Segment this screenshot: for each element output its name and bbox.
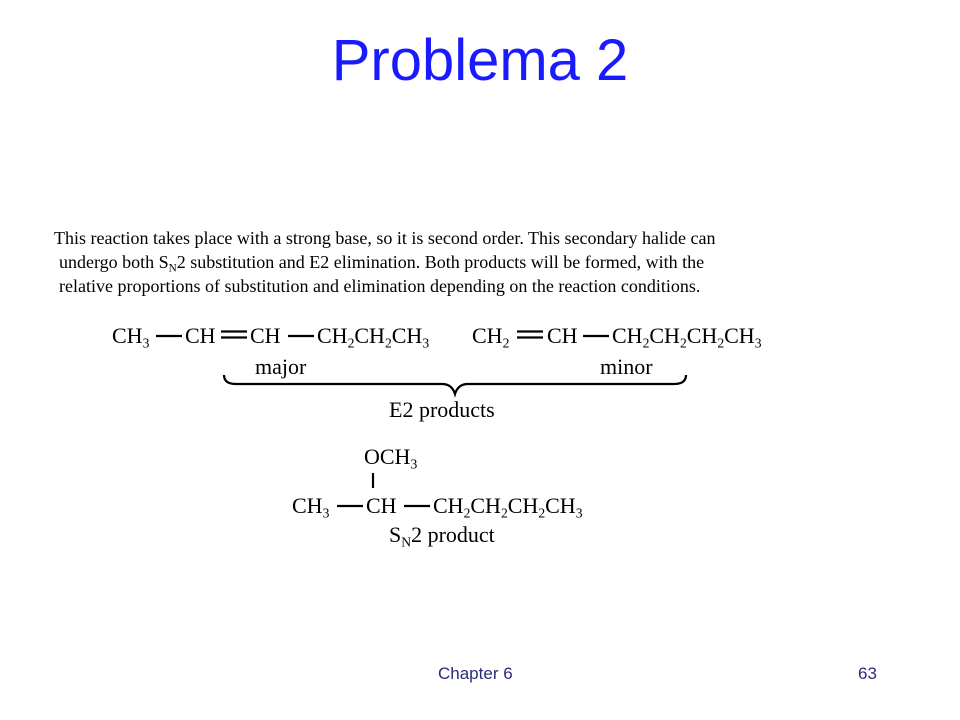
minor-label: minor bbox=[600, 354, 653, 379]
sn2-substituent-och3: $OCH_3$ bbox=[364, 444, 418, 472]
major-group-ch-2: CH bbox=[250, 323, 281, 348]
sn2-group-chain: $CH_2CH_2CH_2CH_3$ bbox=[433, 493, 583, 521]
sn2-product-label: $S_N2$ product bbox=[389, 522, 495, 550]
minor-group-chain: $CH_2CH_2CH_2CH_3$ bbox=[612, 323, 762, 351]
e2-products-label: E2 products bbox=[389, 397, 495, 422]
paragraph-line-3: relative proportions of substitution and elimination depending on the reaction conditions. bbox=[59, 276, 701, 296]
minor-group-ch2: $CH_2$ bbox=[472, 323, 510, 351]
footer-chapter: Chapter 6 bbox=[438, 664, 513, 683]
major-label: major bbox=[255, 354, 307, 379]
paragraph-line-1: This reaction takes place with a strong base, so it is second order. This secondary halide can bbox=[54, 228, 716, 248]
major-group-chain: $CH_2CH_2CH_3$ bbox=[317, 323, 430, 351]
minor-group-ch: CH bbox=[547, 323, 578, 348]
sn2-group-ch3: $CH_3$ bbox=[292, 493, 330, 521]
major-group-ch-1: CH bbox=[185, 323, 216, 348]
major-group-ch3: $CH_3$ bbox=[112, 323, 150, 351]
paragraph-line-2: undergo both $S_N2$ substitution and E2 elimination. Both products will be formed, with the bbox=[59, 252, 705, 275]
sn2-group-ch: CH bbox=[366, 493, 397, 518]
footer-page-number: 63 bbox=[858, 664, 877, 683]
slide-title: Problema 2 bbox=[331, 28, 629, 93]
